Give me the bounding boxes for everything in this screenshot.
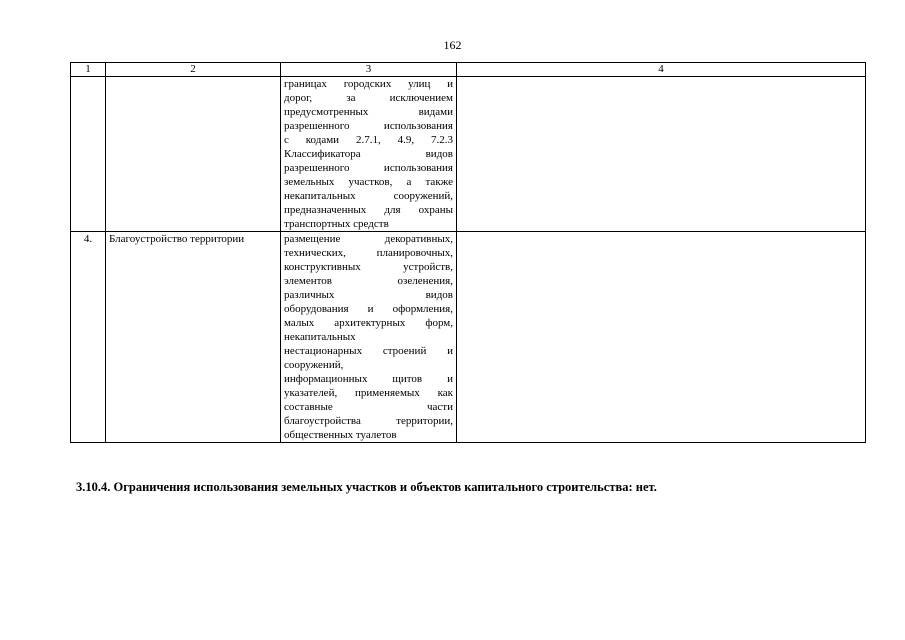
description-line: нестационарных строений и (284, 345, 453, 357)
description-line: с кодами 2.7.1, 4.9, 7.2.3 (284, 134, 453, 146)
description-line: сооружений, (284, 359, 344, 371)
description-line: земельных участков, а также (284, 176, 453, 188)
description-line: технических, планировочных, (284, 247, 453, 259)
description-line: границах городских улиц и (284, 78, 453, 90)
description-line: оборудования и оформления, (284, 303, 453, 315)
row-extra (457, 77, 866, 232)
description-line: транспортных средств (284, 218, 389, 230)
description-line: общественных туалетов (284, 429, 397, 441)
description-line: составные части (284, 401, 453, 413)
description-line: информационных щитов и (284, 373, 453, 385)
header-cell-3: 3 (281, 63, 457, 77)
description-line: некапитальных (284, 331, 356, 343)
row-number (71, 77, 106, 232)
description-line: размещение декоративных, (284, 233, 453, 245)
description-line: различных видов (284, 289, 453, 301)
description-line: разрешенного использования (284, 162, 453, 174)
description-line: некапитальных сооружений, (284, 190, 453, 202)
description-line: малых архитектурных форм, (284, 317, 453, 329)
row-use-name (106, 77, 281, 232)
description-line: конструктивных устройств, (284, 261, 453, 273)
header-cell-2: 2 (106, 63, 281, 77)
page-number: 162 (443, 38, 462, 52)
table-row (71, 77, 866, 232)
table-header-row (71, 63, 866, 77)
description-line: элементов озеленения, (284, 275, 453, 287)
row-use-description (281, 232, 457, 443)
description-line: разрешенного использования (284, 120, 453, 132)
description-line: Классификатора видов (284, 148, 453, 160)
description-line: предусмотренных видами (284, 106, 453, 118)
section-heading: 3.10.4. Ограничения использования земельных участков и объектов капитального строительства: нет. (76, 480, 657, 494)
header-cell-4: 4 (457, 63, 866, 77)
table-row (71, 232, 866, 443)
row-extra (457, 232, 866, 443)
description-line: благоустройства территории, (284, 415, 453, 427)
description-line: предназначенных для охраны (284, 204, 453, 216)
header-cell-1: 1 (71, 63, 106, 77)
description-line: указателей, применяемых как (284, 387, 453, 399)
row-use-name: Благоустройство территории (106, 232, 281, 443)
description-line: дорог, за исключением (284, 92, 453, 104)
row-use-description (281, 77, 457, 232)
row-number: 4. (71, 232, 106, 443)
permitted-use-table (70, 62, 866, 443)
